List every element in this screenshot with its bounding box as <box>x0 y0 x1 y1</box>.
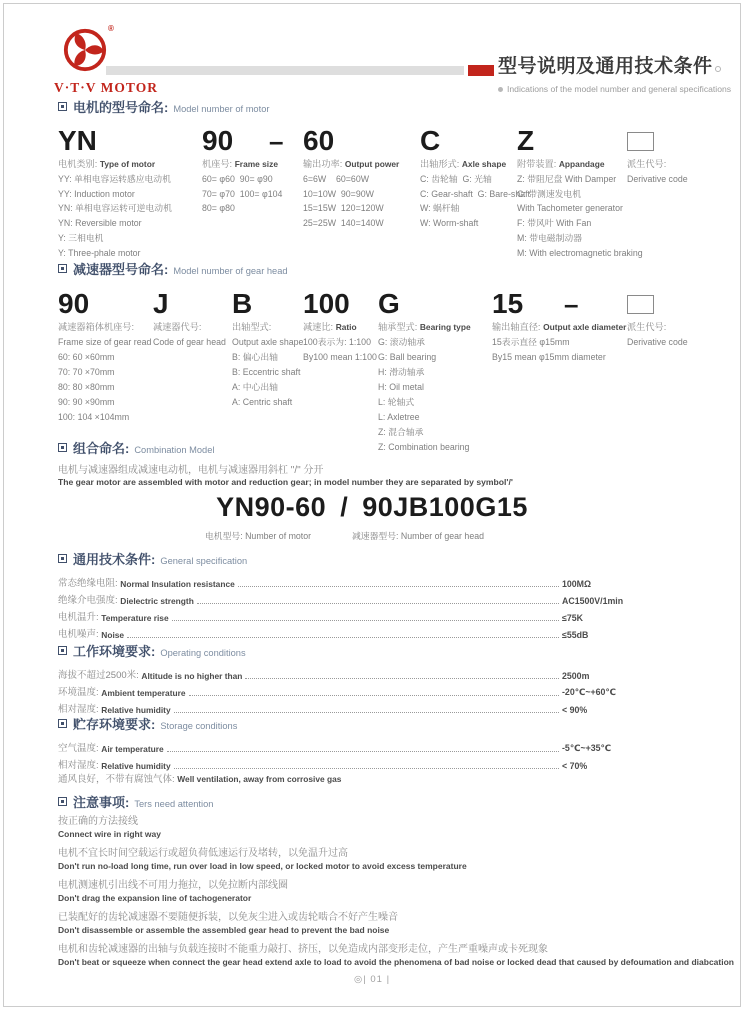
section-heading-en: Operating conditions <box>160 648 246 658</box>
column-details <box>420 172 530 231</box>
detail-line: Z: 混合轴承 <box>378 427 424 437</box>
detail-line: H: Oil metal <box>378 382 424 392</box>
detail-line: 70= φ70 100= φ104 <box>202 188 283 199</box>
detail-line: YY: 单相电容运转感应电动机 <box>58 174 171 184</box>
section-operating-heading <box>58 641 246 660</box>
spec-value: AC1500V/1min <box>562 596 624 606</box>
detail-line: Derivative code <box>627 337 688 347</box>
detail-line: W: Worm-shaft <box>420 218 479 229</box>
detail-line: 100: 104 ×104mm <box>58 412 130 422</box>
column-label: 减速器代号: <box>153 322 202 332</box>
section-square-icon <box>58 646 67 655</box>
section-heading-en: Combination Model <box>134 445 215 455</box>
combination-motor-label: 电机型号: Number of motor <box>205 531 312 541</box>
section-square-icon <box>58 264 67 273</box>
dotted-leader <box>174 768 559 769</box>
attention-item-zh: 电机和齿轮减速器的出轴与负载连接时不能重力敲打、挤压，以免造成内部变形走位，产生严重噪声或卡死现象 <box>58 944 548 955</box>
column-label: 减速比: Ratio <box>303 322 357 332</box>
dotted-leader <box>238 586 559 587</box>
dotted-leader <box>167 751 559 752</box>
column-label: 电机类别: Type of motor <box>58 159 156 169</box>
page-title <box>498 51 721 78</box>
dotted-leader <box>245 678 559 679</box>
general-spec-list <box>58 572 712 640</box>
attention-item-zh: 已装配好的齿轮减速器不要随便拆装，以免灰尘进入或齿轮啮合不好产生噪音 <box>58 912 398 923</box>
detail-line: Z: 带阻尼盘 With Damper <box>517 174 617 184</box>
spec-row: 环境温度: Ambient temperature -20℃~+60℃ <box>58 681 712 698</box>
brand-name: V·T·V MOTOR <box>54 80 158 95</box>
spec-value: 100MΩ <box>562 579 592 589</box>
vtv-logo-icon <box>62 27 108 73</box>
detail-line: YN: Reversible motor <box>58 218 142 229</box>
motor-code: 90 <box>202 125 234 156</box>
spec-value: ≤55dB <box>562 630 589 640</box>
gear-column-derivative <box>627 289 688 350</box>
spec-value: -20℃~+60℃ <box>562 687 617 697</box>
storage-note: 通风良好，不带有腐蚀气体: Well ventilation, away from corrosive gas <box>58 774 342 785</box>
detail-line: Derivative code <box>627 174 688 184</box>
motor-column-type <box>58 126 172 260</box>
motor-column-power <box>303 126 399 231</box>
detail-line: L: 轮轴式 <box>378 397 415 407</box>
attention-item-zh: 电机不宜长时间空载运行或超负荷低速运行及堵转，以免温升过高 <box>58 848 348 859</box>
column-details <box>58 335 151 425</box>
spec-value: 2500m <box>562 671 590 681</box>
gear-column-bearing <box>378 289 471 455</box>
section-heading-zh: 注意事项: <box>73 795 130 810</box>
detail-line: 100表示为: 1:100 <box>303 337 371 347</box>
section-square-icon <box>58 719 67 728</box>
spec-row: 电机温升: Temperature rise ≤75K <box>58 606 712 623</box>
detail-line: Frame size of gear read <box>58 337 152 347</box>
section-heading-zh: 电机的型号命名: <box>73 100 169 115</box>
column-label: 轴承型式: Bearing type <box>378 322 471 332</box>
section-general-spec-heading <box>58 549 247 568</box>
detail-line: Y: Three-phale motor <box>58 247 141 258</box>
combination-model <box>0 492 744 523</box>
column-details <box>232 335 303 410</box>
detail-line: Z: Combination bearing <box>378 442 470 452</box>
combination-separator: / <box>340 492 349 522</box>
column-label: 派生代号: <box>627 322 667 332</box>
gear-code: B <box>232 288 253 319</box>
gear-column-code <box>153 289 226 350</box>
section-heading-zh: 贮存环境要求: <box>73 717 156 732</box>
detail-line: 60: 60 ×60mm <box>58 352 115 362</box>
combination-gear-label: 减速器型号: Number of gear head <box>352 531 485 541</box>
detail-line: B: 偏心出轴 <box>232 352 278 362</box>
column-details <box>492 335 626 365</box>
section-heading-en: Ters need attention <box>134 799 214 809</box>
column-label: 输出功率: Output power <box>303 159 400 169</box>
footer-logo-icon: ◎ <box>353 974 364 985</box>
dotted-leader <box>189 695 559 696</box>
detail-line: 15=15W 120=120W <box>303 203 384 214</box>
attention-item-zh: 电机测速机引出线不可用力拖拉，以免拉断内部线圈 <box>58 880 288 891</box>
section-motor-heading <box>58 97 269 116</box>
combination-desc-en: The gear motor are assembled with motor and reduction gear; in model number they are separated by symbol'/' <box>58 477 513 487</box>
attention-item-en: Connect wire in right way <box>58 829 161 839</box>
detail-line: B: Eccentric shaft <box>232 367 301 377</box>
detail-line: 15表示直径 φ15mm <box>492 337 570 347</box>
gear-code: J <box>153 288 169 319</box>
detail-line: Output axle shape <box>232 337 304 347</box>
page-number: | 01 | <box>363 974 391 985</box>
dotted-leader <box>197 603 559 604</box>
header-red-accent <box>468 65 494 76</box>
gear-code: 15 <box>492 288 524 319</box>
model-dash: – <box>564 289 579 319</box>
detail-line: 60= φ60 90= φ90 <box>202 174 273 184</box>
spec-value: ≤75K <box>562 613 583 623</box>
header-gray-bar <box>106 66 464 75</box>
motor-code: C <box>420 125 441 156</box>
section-heading-zh: 减速器型号命名: <box>73 262 169 277</box>
detail-line: With Tachometer generator <box>517 203 623 214</box>
spec-row: 相对湿度: Relative humidity < 70% <box>58 754 712 771</box>
section-attention-heading <box>58 792 213 811</box>
detail-line: M: With electromagnetic braking <box>517 247 643 258</box>
detail-line: F: 带风叶 With Fan <box>517 218 592 229</box>
page-subtitle <box>498 84 731 94</box>
column-label: 输出轴直径: Output axle diameter <box>492 322 627 332</box>
detail-line: 80: 80 ×80mm <box>58 382 115 392</box>
spec-row: 电机噪声: Noise ≤55dB <box>58 623 712 640</box>
detail-line: By100 mean 1:100 <box>303 352 377 362</box>
spec-row: 海拔不超过2500米: Altitude is no higher than 2500m <box>58 664 712 681</box>
page-title-text: 型号说明及通用技术条件 <box>498 56 713 77</box>
gear-column-ratio <box>303 289 377 365</box>
detail-line: H: 滑动轴承 <box>378 367 425 377</box>
column-label: 减速器箱体机座号: <box>58 322 135 332</box>
detail-line: YY: Induction motor <box>58 188 135 199</box>
column-label: 机座号: Frame size <box>202 159 278 169</box>
detail-line: C: 齿轮轴 G: 光轴 <box>420 174 492 184</box>
motor-column-axle <box>420 126 530 231</box>
combination-gear-code: 90JB100G15 <box>362 492 528 522</box>
detail-line: G: Ball bearing <box>378 352 437 362</box>
title-ring-icon <box>715 66 721 72</box>
storage-list <box>58 737 712 788</box>
spec-row: 相对湿度: Relative humidity < 90% <box>58 698 712 715</box>
gear-column-frame <box>58 289 151 425</box>
spec-row: 常态绝缘电阻: Normal Insulation resistance 100MΩ <box>58 572 712 589</box>
motor-code: 60 <box>303 125 335 156</box>
dotted-leader <box>127 637 559 638</box>
operating-list <box>58 664 712 715</box>
section-gear-heading <box>58 259 288 278</box>
column-label: 出轴型式: <box>232 322 272 332</box>
spec-row: 空气温度: Air temperature -5℃~+35℃ <box>58 737 712 754</box>
registered-mark: ® <box>108 24 114 33</box>
section-combination-heading <box>58 438 214 457</box>
section-square-icon <box>58 797 67 806</box>
section-storage-heading <box>58 714 237 733</box>
detail-line: A: Centric shaft <box>232 397 293 407</box>
spec-value: < 90% <box>562 705 588 715</box>
detail-line: L: Axletree <box>378 412 420 422</box>
detail-line: By15 mean φ15mm diameter <box>492 352 606 362</box>
model-dash: – <box>269 126 284 156</box>
column-details <box>627 172 688 187</box>
detail-line: A: 中心出轴 <box>232 382 278 392</box>
motor-column-derivative <box>627 126 688 187</box>
detail-line: 80= φ80 <box>202 203 235 214</box>
detail-line: G: 滚动轴承 <box>378 337 425 347</box>
spec-value: -5℃~+35℃ <box>562 743 612 753</box>
column-details <box>202 172 282 216</box>
detail-line: C: Gear-shaft G: Bare-shaft <box>420 188 530 199</box>
detail-line: W: 蜗杆轴 <box>420 203 460 214</box>
attention-item-en: Don't beat or squeeze when connect the gear head extend axle to load to avoid the phenomena of bad noise or locked dead that caused by defoumation and diabcation <box>58 957 734 967</box>
column-details <box>303 172 399 231</box>
detail-line: 70: 70 ×70mm <box>58 367 115 377</box>
combination-motor-code: YN90-60 <box>216 492 327 522</box>
detail-line: 10=10W 90=90W <box>303 188 374 199</box>
section-square-icon <box>58 443 67 452</box>
page-footer <box>0 974 744 985</box>
column-details <box>378 335 471 455</box>
derivative-code-box <box>627 295 654 314</box>
section-square-icon <box>58 102 67 111</box>
derivative-code-box <box>627 132 654 151</box>
attention-item-en: Don't drag the expansion line of tachogenerator <box>58 893 252 903</box>
gear-column-diameter <box>492 289 626 365</box>
column-label: 出轴形式: Axle shape <box>420 159 507 169</box>
detail-line: M: 带电磁制动器 <box>517 232 582 243</box>
dotted-leader <box>172 620 559 621</box>
detail-line: Code of gear head <box>153 337 226 347</box>
detail-line: 90: 90 ×90mm <box>58 397 115 407</box>
gear-code: 90 <box>58 288 90 319</box>
column-details <box>627 335 688 350</box>
detail-line: 25=25W 140=140W <box>303 218 384 229</box>
gear-code: G <box>378 288 400 319</box>
column-details <box>517 172 643 260</box>
column-label: 附带装置: Appandage <box>517 159 605 169</box>
section-square-icon <box>58 554 67 563</box>
section-heading-en: Model number of motor <box>173 104 270 114</box>
column-label: 派生代号: <box>627 159 667 169</box>
attention-item-en: Don't disassemble or assemble the assembled gear head to prevent the bad noise <box>58 925 390 935</box>
section-heading-zh: 通用技术条件: <box>73 552 156 567</box>
column-details <box>58 172 172 260</box>
column-details <box>303 335 377 365</box>
section-heading-en: General specification <box>160 556 248 566</box>
motor-code: YN <box>58 125 97 156</box>
gear-column-axle-shape <box>232 289 303 410</box>
bullet-icon <box>498 87 503 92</box>
detail-line: 6=6W 60=60W <box>303 174 370 184</box>
detail-line: YN: 单相电容运转可逆电动机 <box>58 203 172 214</box>
section-heading-en: Storage conditions <box>160 721 238 731</box>
detail-line: Y: 三相电机 <box>58 232 104 243</box>
gear-code: 100 <box>303 288 350 319</box>
dotted-leader <box>174 712 559 713</box>
motor-code: Z <box>517 125 535 156</box>
detail-line: C: 带测速发电机 <box>517 188 582 199</box>
motor-column-appandage <box>517 126 643 260</box>
attention-item-zh: 按正确的方法接线 <box>58 816 138 827</box>
column-details <box>153 335 226 350</box>
attention-list <box>58 812 734 972</box>
page-subtitle-text: Indications of the model number and general specifications <box>507 84 732 94</box>
section-heading-zh: 工作环境要求: <box>73 644 156 659</box>
spec-row: 绝缘介电强度: Dielectric strength AC1500V/1min <box>58 589 712 606</box>
section-heading-zh: 组合命名: <box>73 441 130 456</box>
attention-item-en: Don't run no-load long time, run over load in low speed, or locked motor to avoid excess temperature <box>58 861 467 871</box>
spec-value: < 70% <box>562 761 588 771</box>
combination-desc-zh: 电机与减速器组成减速电动机，电机与减速器用斜杠 "/" 分开 <box>58 465 324 476</box>
section-heading-en: Model number of gear head <box>173 266 288 276</box>
